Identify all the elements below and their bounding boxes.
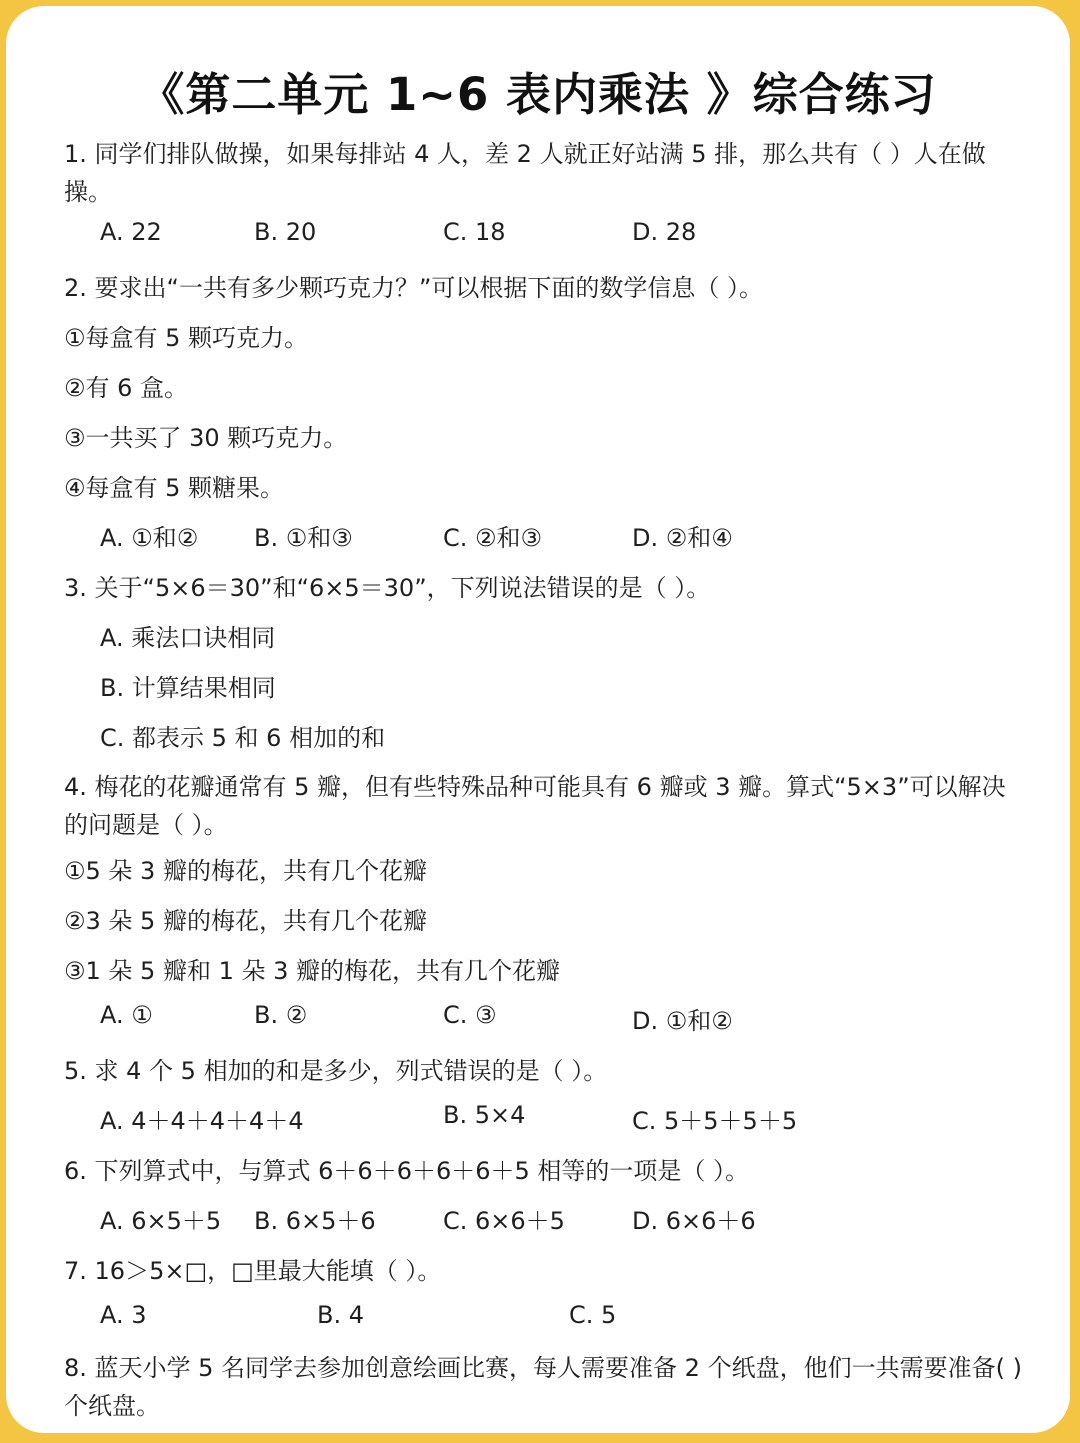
question-3-option-b-row	[100, 668, 1030, 702]
question-2-item-2: ②有 6 盒。	[64, 374, 189, 402]
option-c[interactable]: C. 5	[569, 1301, 617, 1329]
question-2-options	[100, 518, 1030, 552]
question-5-stem: 5. 求 4 个 5 相加的和是多少，列式错误的是（ ）。	[64, 1057, 608, 1085]
question-2-stem: 2. 要求出“一共有多少颗巧克力？”可以根据下面的数学信息（ ）。	[64, 274, 764, 302]
option-b[interactable]: B. 4	[317, 1301, 364, 1329]
page-title: 《第二单元 1~6 表内乘法 》综合练习	[139, 68, 937, 121]
question-1-options	[100, 218, 1030, 252]
question-4-options	[100, 1001, 1030, 1035]
question-4-stem: 4. 梅花的花瓣通常有 5 瓣，但有些特殊品种可能具有 6 瓣或 3 瓣。算式“5×3”可以解决的问题是（ ）。	[64, 773, 1006, 839]
question-5-options	[100, 1101, 1030, 1135]
worksheet-page	[6, 6, 1070, 1433]
question-3-option-a-row	[100, 618, 1030, 652]
question-4-item-1: ①5 朵 3 瓣的梅花，共有几个花瓣	[64, 857, 427, 885]
option-b[interactable]: B. 5×4	[443, 1101, 526, 1129]
option-c[interactable]: C. 18	[443, 218, 506, 246]
option-b[interactable]: B. ①和③	[254, 524, 353, 552]
option-d[interactable]: D. 6×6＋6	[632, 1207, 756, 1235]
question-2-item-3: ③一共买了 30 颗巧克力。	[64, 424, 348, 452]
question-8-stem: 8. 蓝天小学 5 名同学去参加创意绘画比赛，每人需要准备 2 个纸盘，他们一共需要准备( )个纸盘。	[64, 1354, 1022, 1420]
question-6-options	[100, 1201, 1030, 1235]
option-a[interactable]: A. ①和②	[100, 524, 199, 552]
option-b[interactable]: B. 计算结果相同	[100, 674, 276, 702]
option-b[interactable]: B. 20	[254, 218, 317, 246]
question-4-item-3: ③1 朵 5 瓣和 1 朵 3 瓣的梅花，共有几个花瓣	[64, 957, 560, 985]
option-c[interactable]: C. 6×6＋5	[443, 1207, 565, 1235]
question-4-item-2: ②3 朵 5 瓣的梅花，共有几个花瓣	[64, 907, 427, 935]
option-c[interactable]: C. ③	[443, 1001, 497, 1029]
question-1-stem: 1. 同学们排队做操，如果每排站 4 人，差 2 人就正好站满 5 排，那么共有（ ）人在做操。	[64, 140, 986, 206]
question-7-options	[100, 1301, 1030, 1335]
option-b[interactable]: B. 6×5＋6	[254, 1207, 376, 1235]
option-c[interactable]: C. ②和③	[443, 524, 543, 552]
option-a[interactable]: A. 4＋4＋4＋4＋4	[100, 1107, 304, 1135]
option-a[interactable]: A. 6×5＋5	[100, 1207, 222, 1235]
option-d[interactable]: D. 28	[632, 218, 697, 246]
option-b[interactable]: B. ②	[254, 1001, 308, 1029]
option-c[interactable]: C. 5＋5＋5＋5	[632, 1107, 798, 1135]
option-d[interactable]: D. ②和④	[632, 524, 733, 552]
question-7-stem: 7. 16＞5×□，□里最大能填（ ）。	[64, 1257, 442, 1285]
option-a[interactable]: A. 乘法口诀相同	[100, 624, 276, 652]
question-2-item-4: ④每盒有 5 颗糖果。	[64, 474, 285, 502]
option-a[interactable]: A. 22	[100, 218, 162, 246]
option-c[interactable]: C. 都表示 5 和 6 相加的和	[100, 724, 386, 752]
option-d[interactable]: D. ①和②	[632, 1007, 733, 1035]
question-2-item-1: ①每盒有 5 颗巧克力。	[64, 324, 309, 352]
option-a[interactable]: A. 3	[100, 1301, 147, 1329]
question-3-stem: 3. 关于“5×6＝30”和“6×5＝30”，下列说法错误的是（ ）。	[64, 574, 711, 602]
option-a[interactable]: A. ①	[100, 1001, 153, 1029]
question-6-stem: 6. 下列算式中，与算式 6＋6＋6＋6＋6＋5 相等的一项是（ ）。	[64, 1157, 750, 1185]
question-3-option-c-row	[100, 718, 1030, 752]
